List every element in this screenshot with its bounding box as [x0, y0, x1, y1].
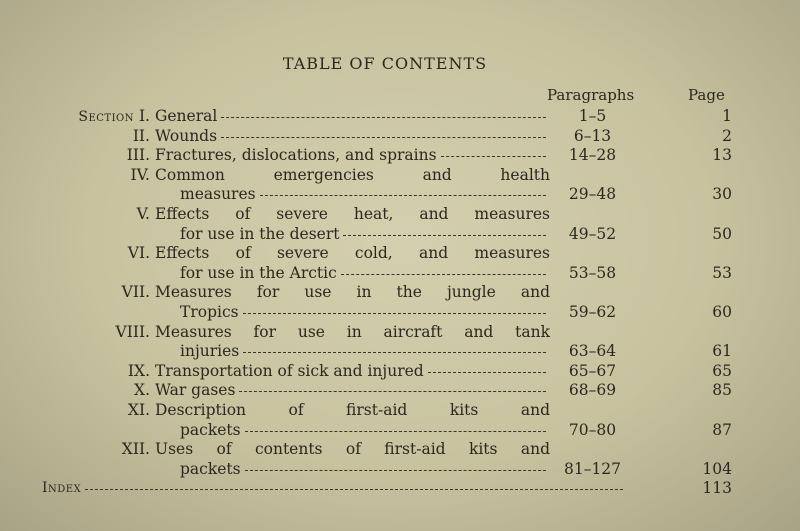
- entry-title-text: Transportation of sick and injured: [155, 361, 424, 380]
- leader-dots: [221, 107, 546, 118]
- numeral-text: XII.: [121, 440, 150, 459]
- toc-entry-line: [0, 323, 800, 343]
- leader-dots: [441, 146, 546, 157]
- section-numeral: [133, 127, 150, 147]
- paragraph-range: 81–127: [563, 459, 622, 478]
- page-number: 87: [712, 420, 732, 439]
- toc-entry-line: [0, 362, 800, 382]
- toc-entry-line: [0, 342, 800, 362]
- paragraph-range: 63–64: [568, 342, 617, 361]
- page-number: 65: [712, 361, 732, 380]
- entry-title-text: packets: [180, 459, 241, 478]
- entry-title-text: Effects of severe cold, and measures: [155, 244, 550, 263]
- entry-title: [180, 225, 550, 245]
- toc-entry-line: [0, 381, 800, 401]
- section-numeral: [122, 283, 150, 303]
- entry-title: [155, 283, 550, 303]
- entry-title: [155, 146, 550, 166]
- entry-title: [155, 381, 550, 401]
- entry-title: [155, 107, 550, 127]
- numeral-text: IV.: [130, 165, 150, 184]
- section-numeral: [127, 146, 150, 166]
- entry-title: [155, 440, 550, 460]
- toc-entry-line: [0, 107, 800, 127]
- entry-title-text: War gases: [155, 381, 236, 400]
- leader-dots: [343, 225, 546, 236]
- toc-entry-line: [0, 127, 800, 147]
- toc-entry-line: [0, 146, 800, 166]
- paragraph-range: 49–52: [568, 224, 617, 243]
- page-number: 13: [712, 146, 732, 165]
- entry-title-text: General: [155, 107, 218, 125]
- entry-title: [180, 421, 550, 441]
- section-numeral: [128, 401, 150, 421]
- leader-dots: [239, 381, 546, 392]
- title-text: TABLE OF CONTENTS: [282, 54, 488, 73]
- page-header: Page: [688, 86, 725, 104]
- entry-title-text: Effects of severe heat, and measures: [155, 204, 550, 223]
- entry-title: [155, 362, 550, 382]
- paragraph-range: 1–5: [578, 107, 607, 125]
- page-number: 1: [722, 107, 732, 125]
- entry-title: [180, 264, 550, 284]
- numeral-text: IX.: [127, 361, 150, 380]
- numeral-text: X.: [134, 381, 150, 400]
- entry-title: [180, 303, 550, 323]
- entry-title-text: Wounds: [155, 126, 218, 145]
- entry-title-text: Fractures, dislocations, and sprains: [155, 146, 437, 165]
- entry-title-text: Tropics: [180, 302, 239, 321]
- paragraph-range: 68–69: [568, 381, 617, 400]
- section-numeral: [128, 244, 150, 264]
- toc-entry-index: [0, 479, 800, 499]
- toc-entry-line: [0, 440, 800, 460]
- entry-title-text: Uses of contents of first-aid kits and: [155, 440, 550, 459]
- section-numeral: [116, 323, 151, 343]
- entry-title-text: measures: [180, 185, 256, 204]
- page-number: 53: [712, 263, 732, 282]
- leader-dots: [245, 460, 546, 471]
- entry-title: [155, 323, 550, 343]
- toc-entry-line: [0, 244, 800, 264]
- numeral-text: II.: [132, 126, 150, 145]
- toc-entry-line: [0, 166, 800, 186]
- toc-entry-line: [0, 421, 800, 441]
- entry-title: [155, 166, 550, 186]
- entry-title: [42, 479, 627, 499]
- entry-title-text: packets: [180, 420, 241, 439]
- numeral-text: VII.: [121, 283, 150, 302]
- entry-title-text: Measures for use in the jungle and: [155, 283, 550, 302]
- table-of-contents: [0, 107, 800, 499]
- entry-title-text: Common emergencies and health: [155, 165, 550, 184]
- entry-title: [180, 342, 550, 362]
- section-numeral: [128, 362, 150, 382]
- entry-title: [180, 460, 550, 480]
- section-label: Section: [78, 109, 134, 125]
- leader-dots: [260, 185, 546, 196]
- toc-entry-line: [0, 401, 800, 421]
- page-title: [0, 54, 800, 73]
- entry-title: [180, 185, 550, 205]
- entry-title: [155, 244, 550, 264]
- section-numeral: [134, 381, 150, 401]
- paragraph-range: 70–80: [568, 420, 617, 439]
- leader-dots: [341, 264, 546, 275]
- paragraph-range: 53–58: [568, 263, 617, 282]
- paragraph-range: 29–48: [568, 185, 617, 204]
- section-numeral: [130, 166, 150, 186]
- toc-entry-line: [0, 303, 800, 323]
- leader-dots: [243, 303, 546, 314]
- leader-dots: [243, 342, 546, 353]
- toc-entry-line: [0, 283, 800, 303]
- section-numeral: [78, 107, 150, 128]
- toc-entry-line: [0, 205, 800, 225]
- toc-entry-line: [0, 264, 800, 284]
- entry-title: [155, 205, 550, 225]
- paragraphs-header: Paragraphs: [547, 86, 635, 104]
- paragraph-range: 6–13: [573, 126, 612, 145]
- toc-entry-line: [0, 460, 800, 480]
- leader-dots: [245, 421, 546, 432]
- entry-title-text: for use in the desert: [180, 224, 340, 243]
- index-label: Index: [42, 480, 82, 497]
- numeral-text: I.: [138, 107, 150, 125]
- paragraph-range: 65–67: [568, 361, 617, 380]
- page-number: 2: [722, 126, 732, 145]
- entry-title-text: for use in the Arctic: [180, 263, 337, 282]
- leader-dots: [85, 479, 623, 490]
- section-numeral: [122, 440, 150, 460]
- numeral-text: VIII.: [115, 322, 150, 341]
- paragraph-range: 59–62: [568, 302, 617, 321]
- page-number: 104: [702, 459, 732, 478]
- page-number: 60: [712, 302, 732, 321]
- page-number: 61: [712, 342, 732, 361]
- numeral-text: III.: [126, 146, 150, 165]
- page-number: 113: [702, 479, 732, 498]
- page-number: 30: [712, 185, 732, 204]
- entry-title-text: injuries: [180, 342, 240, 361]
- page-number: 85: [712, 381, 732, 400]
- numeral-text: VI.: [127, 244, 150, 263]
- leader-dots: [428, 362, 546, 373]
- entry-title-text: Description of first-aid kits and: [155, 400, 550, 419]
- entry-title: [155, 401, 550, 421]
- paragraph-range: 14–28: [568, 146, 617, 165]
- toc-entry-line: [0, 225, 800, 245]
- page-number: 50: [712, 224, 732, 243]
- section-numeral: [137, 205, 150, 225]
- entry-title-text: Measures for use in aircraft and tank: [155, 322, 550, 341]
- leader-dots: [221, 127, 546, 138]
- toc-entry-line: [0, 185, 800, 205]
- numeral-text: V.: [136, 204, 150, 223]
- numeral-text: XI.: [127, 400, 150, 419]
- entry-title: [155, 127, 550, 147]
